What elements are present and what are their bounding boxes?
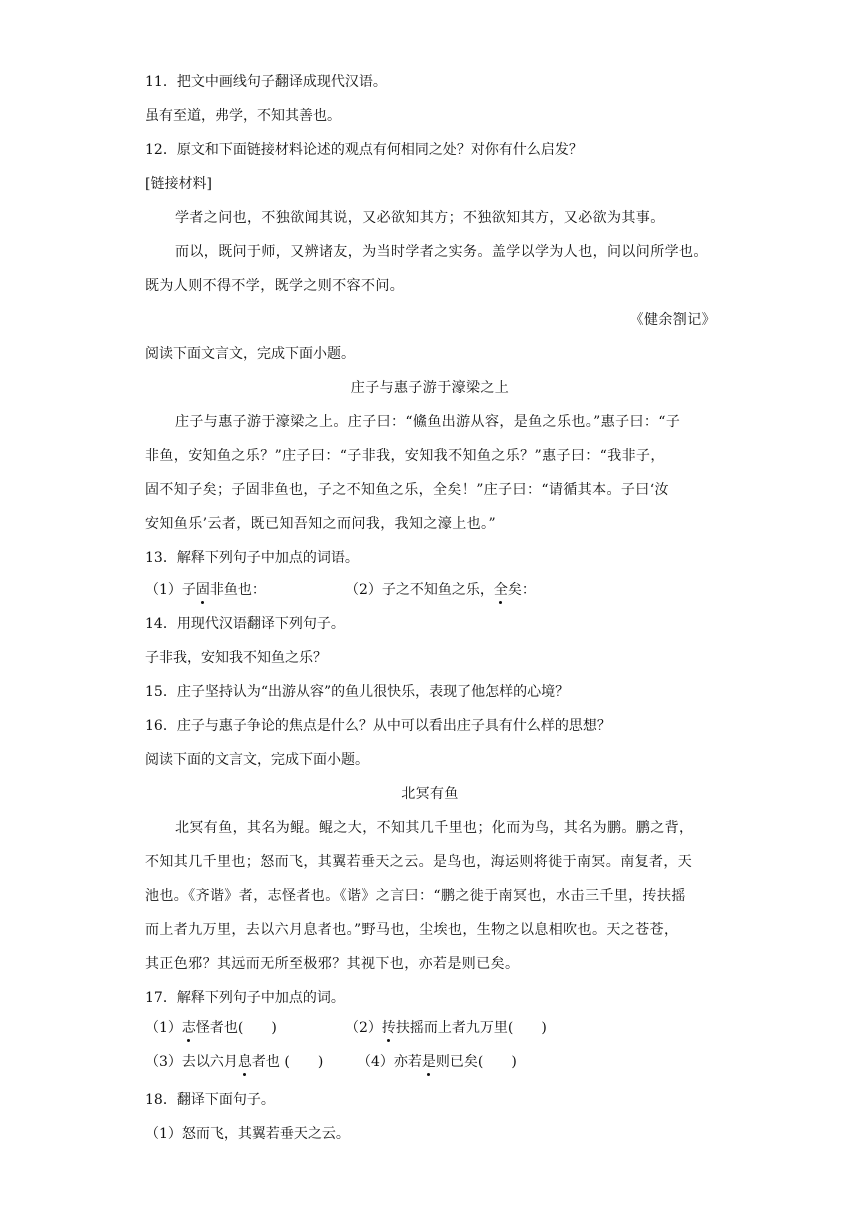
passage-3-line-1: 北冥有鱼，其名为鲲。鲲之大，不知其几千里也；化而为鸟，其名为鹏。鹏之背， (175, 820, 694, 836)
q13-item-1-suffix: 非鱼也： (209, 582, 266, 598)
link-material-line-1: 学者之问也，不独欲闻其说，又必欲知其方；不独欲知其方，又必欲为其事。 (175, 210, 665, 226)
question-11-title: 11．把文中画线句子翻译成现代汉语。 (145, 74, 387, 90)
link-material-line-3: 既为人则不得不学，既学之则不容不问。 (145, 278, 405, 294)
question-12-title: 12．原文和下面链接材料论述的观点有何相同之处？对你有什么启发？ (145, 142, 583, 158)
q17-item-4-prefix: （4）亦若 (357, 1054, 422, 1070)
link-material-line-2: 而以，既问于师，又辨诸友，为当时学者之实务。盖学以学为人也，问以问所学也。 (175, 244, 708, 260)
question-17-title: 17．解释下列句子中加点的词。 (145, 990, 345, 1006)
question-17-item-4 (357, 1052, 517, 1072)
passage-3-line-5: 其正色邪？其远而无所至极邪？其视下也，亦若是则已矣。 (145, 956, 520, 972)
question-18-item-1: （1）怒而飞，其翼若垂天之云。 (145, 1126, 350, 1142)
question-17-item-1 (145, 1018, 277, 1038)
q13-item-1-dotted-word: 固 (195, 582, 210, 598)
q13-item-2-dotted-word: 全 (493, 582, 508, 598)
q17-item-4-suffix: 则已矣( ) (435, 1054, 517, 1070)
passage-3-line-3: 池也。《齐谐》者，志怪者也。《谐》之言曰：“鹏之徙于南冥也，水击三千里，抟扶摇 (145, 888, 686, 904)
q17-item-2-prefix: （2） (345, 1020, 382, 1036)
link-material-source: 《健余劄记》 (629, 312, 716, 328)
question-13-item-2 (345, 580, 536, 600)
q13-item-1-prefix: （1）子 (145, 582, 196, 598)
q17-item-2-suffix: 扶摇而上者九万里( ) (395, 1020, 547, 1036)
passage-2-line-2: 非鱼，安知鱼之乐？”庄子曰：“子非我，安知我不知鱼之乐？”惠子曰：“我非子， (145, 448, 665, 464)
question-17-item-2 (345, 1018, 547, 1038)
q13-item-2-suffix: 矣： (507, 582, 536, 598)
q17-item-1-suffix: 怪者也( ) (195, 1020, 277, 1036)
question-14-title: 14．用现代汉语翻译下列句子。 (145, 616, 345, 632)
q17-item-4-dotted-word: 是 (421, 1054, 436, 1070)
q17-item-2-dotted-word: 抟 (381, 1020, 396, 1036)
passage-3-title: 北冥有鱼 (401, 786, 459, 802)
q17-item-1-prefix: （1） (145, 1020, 182, 1036)
passage-2-line-4: 安知鱼乐’云者，既已知吾知之而问我，我知之濠上也。” (145, 516, 497, 532)
question-13-item-1 (145, 580, 266, 600)
passage-2-title: 庄子与惠子游于濠梁之上 (350, 380, 510, 396)
question-16-title: 16．庄子与惠子争论的焦点是什么？从中可以看出庄子具有什么样的思想？ (145, 718, 611, 734)
passage-2-line-3: 固不知子矣；子固非鱼也，子之不知鱼之乐，全矣！”庄子曰：“请循其本。子曰‘汝 (145, 482, 669, 498)
question-18-title: 18．翻译下面句子。 (145, 1092, 275, 1108)
q17-item-1-dotted-word: 志 (181, 1020, 196, 1036)
passage-2-line-1: 庄子与惠子游于濠梁之上。庄子曰：“鯈鱼出游从容，是鱼之乐也。”惠子曰：“子 (175, 414, 681, 430)
question-11-sentence: 虽有至道，弗学，不知其善也。 (145, 108, 341, 124)
passage-3-intro: 阅读下面的文言文，完成下面小题。 (145, 752, 369, 768)
link-material-label: [链接材料] (145, 176, 212, 192)
q17-item-3-prefix: （3）去以六月 (145, 1054, 238, 1070)
passage-3-line-4: 而上者九万里，去以六月息者也。”野马也，尘埃也，生物之以息相吹也。天之苍苍， (145, 922, 679, 938)
passage-3-line-2: 不知其几千里也；怒而飞，其翼若垂天之云。是鸟也，海运则将徙于南冥。南复者，天 (145, 854, 693, 870)
q17-item-3-suffix: 者也 ( ) (251, 1054, 324, 1070)
question-13-title: 13．解释下列句子中加点的词语。 (145, 550, 359, 566)
passage-2-intro: 阅读下面文言文，完成下面小题。 (145, 346, 355, 362)
q13-item-2-prefix: （2）子之不知鱼之乐， (345, 582, 494, 598)
question-15-title: 15．庄子坚持认为“出游从容”的鱼儿很快乐，表现了他怎样的心境？ (145, 684, 570, 700)
q17-item-3-dotted-word: 息 (237, 1054, 252, 1070)
question-17-item-3 (145, 1052, 323, 1072)
question-14-sentence: 子非我，安知我不知鱼之乐？ (145, 650, 327, 666)
